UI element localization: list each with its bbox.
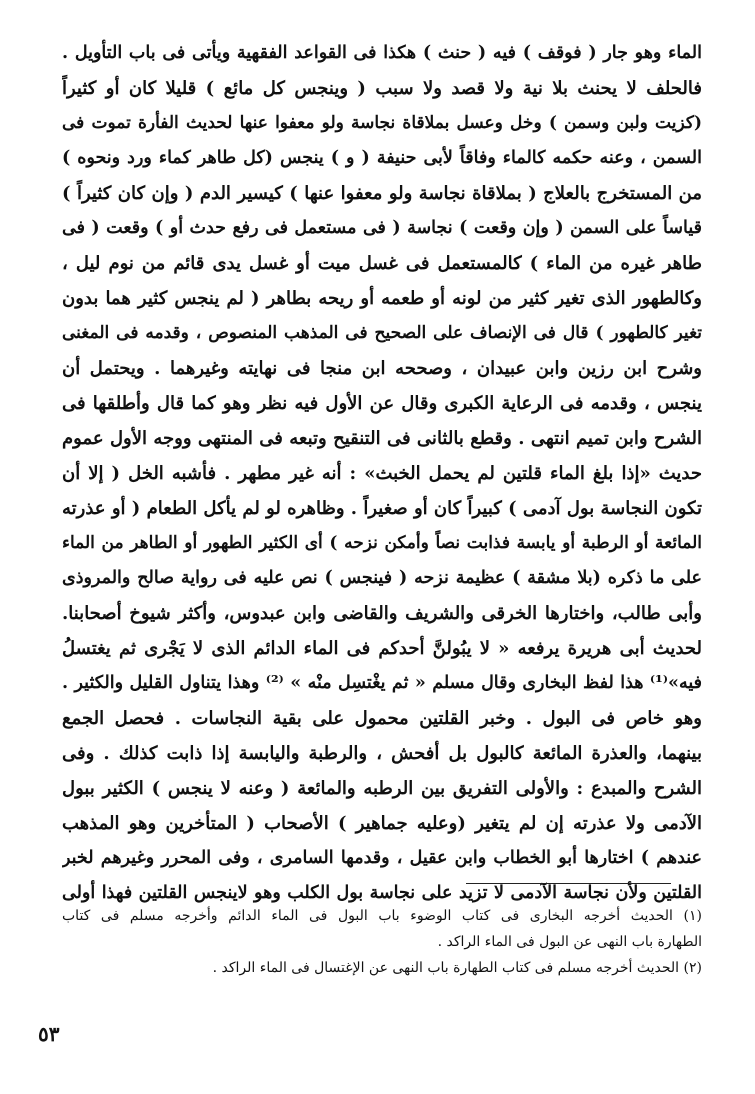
text-line: ينجس ، وقدمه فى الرعاية الكبرى وقال عن الأول فيه نظر وهو كما قال وأطلقها فى	[62, 393, 702, 414]
text-line: من المستخرج بالعلاج ( بملاقاة نجاسة ولو معفوا عنها ) كيسير الدم ( وإن كان كثيراً )	[62, 183, 702, 204]
text-line: وكالطهور الذى تغير كثير من لونه أو طعمه أو ريحه بطاهر ( لم ينجس كثير هما بدون	[62, 288, 702, 309]
text-line: السمن ، وعنه حكمه كالماء وفاقاً لأبى حنيفة ( و ) ينجس (كل طاهر كماء ورد ونحوه )	[62, 148, 702, 168]
main-text-block	[62, 36, 702, 911]
text-line: الآدمى ولا عذرته إن لم يتغير (وعليه جماهير ) الأصحاب ( المتأخرين وهو المذهب	[62, 813, 702, 834]
text-line: القلتين ولأن نجاسة الآدمى لا تزيد على نجاسة بول الكلب وهو لاينجس القلتين فهذا أولى	[62, 883, 702, 903]
text-line: عندهم ) اختارها أبو الخطاب وابن عقيل ، وقدمها السامرى ، وفى المحرر وغيرهم لخبر	[62, 848, 702, 868]
footnote-separator	[466, 883, 671, 884]
text-line: وأبى طالب، واختارها الخرقى والشريف والقاضى وابن عبدوس، وأكثر شيوخ أصحابنا.	[62, 603, 702, 624]
page-number: ٥٣	[38, 1022, 60, 1046]
text-line: لحديث أبى هريرة يرفعه « لا يبُولنَّ أحدكم فى الماء الدائم الذى لا يَجْرى ثم يغتسلُ	[62, 638, 702, 659]
text-line: على ما ذكره (بلا مشقة ) عظيمة نزحه ( فينجس ) نص عليه فى رواية صالح والمروذى	[62, 568, 702, 588]
text-line: الماء وهو جار ( فوقف ) فيه ( حنث ) هكذا فى القواعد الفقهية ويأتى فى باب التأويل .	[62, 43, 702, 63]
text-line: (كزيت ولبن وسمن ) وخل وعسل بملاقاة نجاسة ولو معفوا عنها لحديث الفأرة تموت فى	[62, 113, 702, 133]
text-line: بينهما، والعذرة المائعة كالبول بل أفحش ، والرطبة واليابسة إذا ذابت كذلك . وفى	[62, 743, 702, 764]
footnotes	[62, 903, 702, 981]
text-line: طاهر غيره من الماء ) كالمستعمل فى غسل ميت أو غسل يدى قائم من نوم ليل ،	[62, 253, 702, 274]
footnote-line: (٢) الحديث أخرجه مسلم فى كتاب الطهارة باب النهى عن الإغتسال فى الماء الراكد .	[212, 960, 702, 976]
text-line: وهو خاص فى البول . وخبر القلتين محمول على بقية النجاسات . فحصل الجمع	[62, 708, 702, 729]
footnote-line: الطهارة باب النهى عن البول فى الماء الراكد .	[437, 934, 702, 950]
text-line: المائعة أو الرطبة أو يابسة فذابت نصاً وأمكن نزحه ) أى الكثير الطهور أو الطاهر من الماء	[62, 533, 702, 553]
text-line: الشرح والمبدع : والأولى التفريق بين الرطبه والمائعة ( وعنه لا ينجس ) الكثير ببول	[62, 778, 702, 799]
text-line: فالحلف لا يحنث بلا نية ولا قصد ولا سبب ( وينجس كل مائع ) قليلا كان أو كثيراً	[62, 78, 702, 99]
text-line: حديث «إذا بلغ الماء قلتين لم يحمل الخبث» : أنه غير مطهر . فأشبه الخل ( إلا أن	[62, 463, 702, 484]
text-line: تغير كالطهور ) قال فى الإنصاف على الصحيح فى المذهب المنصوص ، وقدمه فى المغنى	[62, 323, 702, 343]
text-line: قياساً على السمن ( وإن وقعت ) نجاسة ( فى مستعمل فى رفع حدث أو ) وقعت ( فى	[62, 218, 702, 238]
text-line: الشرح وابن تميم انتهى . وقطع بالثانى فى التنقيح وتبعه فى المنتهى ووجه الأول عموم	[62, 428, 702, 449]
text-line: تكون النجاسة بول آدمى ) كبيراً كان أو صغيراً . وظاهره لو لم يأكل الطعام ( أو عذرته	[62, 498, 702, 519]
text-line: وشرح ابن رزين وابن عبيدان ، وصححه ابن منجا فى نهايته وغيرهما . ويحتمل أن	[62, 358, 702, 379]
footnote-line: (١) الحديث أخرجه البخارى فى كتاب الوضوء باب البول فى الماء الدائم وأخرجه مسلم فى كتاب	[62, 908, 702, 924]
text-line: فيه»⁽¹⁾ هذا لفظ البخارى وقال مسلم « ثم يغْتسِل منْه » ⁽²⁾ وهذا يتناول القليل والكثير .	[62, 673, 702, 693]
